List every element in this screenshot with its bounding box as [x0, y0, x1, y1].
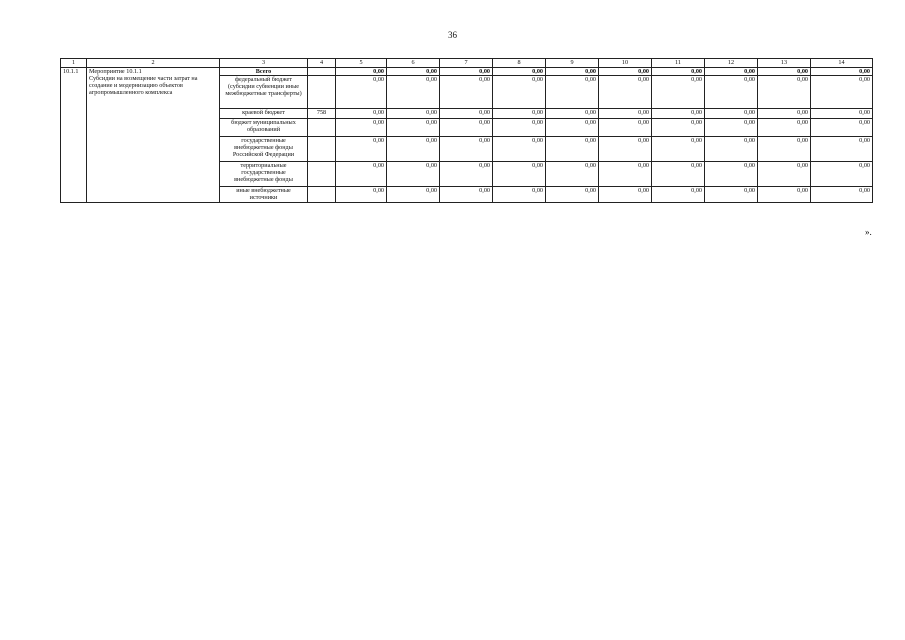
budget-table-body: [61, 59, 873, 203]
amount-cell: 0,00: [546, 68, 599, 76]
amount-cell: 0,00: [546, 119, 599, 137]
amount-cell: 0,00: [705, 76, 758, 109]
funding-source-cell: иные внебюджетные источники: [220, 187, 308, 203]
amount-cell: 0,00: [440, 137, 493, 162]
measure-title: Мероприятие 10.1.1: [89, 68, 142, 75]
column-number: 4: [308, 59, 336, 68]
amount-cell: 0,00: [652, 76, 705, 109]
amount-cell: 0,00: [493, 187, 546, 203]
funding-source-cell: государственные внебюджетные фонды Российской Федерации: [220, 137, 308, 162]
amount-cell: 0,00: [758, 109, 811, 119]
amount-cell: 0,00: [440, 119, 493, 137]
amount-cell: 0,00: [758, 137, 811, 162]
amount-cell: 0,00: [652, 119, 705, 137]
amount-cell: 0,00: [652, 187, 705, 203]
funding-source-cell: федеральный бюджет (субсидии субвенции иные межбюджетные трансферты): [220, 76, 308, 109]
column-number: 10: [599, 59, 652, 68]
amount-cell: 0,00: [811, 68, 873, 76]
amount-cell: 0,00: [811, 119, 873, 137]
funding-source-cell: бюджет муниципальных образований: [220, 119, 308, 137]
amount-cell: 0,00: [599, 109, 652, 119]
budget-table: [60, 58, 873, 203]
amount-cell: 0,00: [387, 162, 440, 187]
amount-cell: 0,00: [493, 76, 546, 109]
amount-cell: 0,00: [811, 162, 873, 187]
amount-cell: 0,00: [705, 162, 758, 187]
column-number: 6: [387, 59, 440, 68]
funding-source-cell: краевой бюджет: [220, 109, 308, 119]
amount-cell: 0,00: [811, 109, 873, 119]
amount-cell: 0,00: [440, 109, 493, 119]
measure-cell: [87, 68, 220, 203]
amount-cell: 0,00: [599, 119, 652, 137]
amount-cell: 0,00: [705, 119, 758, 137]
page-number: 36: [448, 30, 457, 40]
budget-code-cell: [308, 162, 336, 187]
funding-source-cell: территориальные государственные внебюджетные фонды: [220, 162, 308, 187]
amount-cell: 0,00: [758, 68, 811, 76]
amount-cell: 0,00: [811, 76, 873, 109]
amount-cell: 0,00: [440, 187, 493, 203]
amount-cell: 0,00: [546, 162, 599, 187]
column-number: 13: [758, 59, 811, 68]
measure-description: Субсидии на возмещение части затрат на создание и модернизацию объектов агропромышленного комплекса: [89, 75, 198, 96]
row-id-cell: 10.1.1: [61, 68, 87, 203]
amount-cell: 0,00: [546, 109, 599, 119]
amount-cell: 0,00: [493, 137, 546, 162]
budget-code-cell: [308, 187, 336, 203]
column-number: 2: [87, 59, 220, 68]
column-number: 9: [546, 59, 599, 68]
column-number: 14: [811, 59, 873, 68]
amount-cell: 0,00: [336, 119, 387, 137]
funding-source-row: [61, 68, 873, 76]
amount-cell: 0,00: [336, 162, 387, 187]
column-number: 11: [652, 59, 705, 68]
amount-cell: 0,00: [705, 187, 758, 203]
closing-quote-mark: ».: [865, 227, 872, 237]
amount-cell: 0,00: [440, 162, 493, 187]
amount-cell: 0,00: [387, 76, 440, 109]
amount-cell: 0,00: [652, 109, 705, 119]
amount-cell: 0,00: [705, 137, 758, 162]
amount-cell: 0,00: [599, 76, 652, 109]
amount-cell: 0,00: [599, 162, 652, 187]
amount-cell: 0,00: [758, 119, 811, 137]
funding-source-cell: Всего: [220, 68, 308, 76]
amount-cell: 0,00: [387, 137, 440, 162]
amount-cell: 0,00: [493, 109, 546, 119]
column-number: 5: [336, 59, 387, 68]
amount-cell: 0,00: [758, 76, 811, 109]
amount-cell: 0,00: [387, 119, 440, 137]
budget-code-cell: 758: [308, 109, 336, 119]
column-number: 12: [705, 59, 758, 68]
amount-cell: 0,00: [493, 162, 546, 187]
amount-cell: 0,00: [440, 68, 493, 76]
amount-cell: 0,00: [758, 187, 811, 203]
amount-cell: 0,00: [705, 68, 758, 76]
amount-cell: 0,00: [705, 109, 758, 119]
amount-cell: 0,00: [599, 137, 652, 162]
amount-cell: 0,00: [546, 76, 599, 109]
amount-cell: 0,00: [440, 76, 493, 109]
amount-cell: 0,00: [652, 162, 705, 187]
column-number: 7: [440, 59, 493, 68]
budget-code-cell: [308, 137, 336, 162]
column-number-row: [61, 59, 873, 68]
amount-cell: 0,00: [599, 187, 652, 203]
budget-code-cell: [308, 68, 336, 76]
amount-cell: 0,00: [336, 137, 387, 162]
budget-code-cell: [308, 76, 336, 109]
amount-cell: 0,00: [336, 76, 387, 109]
amount-cell: 0,00: [652, 68, 705, 76]
amount-cell: 0,00: [546, 137, 599, 162]
budget-code-cell: [308, 119, 336, 137]
amount-cell: 0,00: [336, 187, 387, 203]
amount-cell: 0,00: [546, 187, 599, 203]
amount-cell: 0,00: [387, 187, 440, 203]
amount-cell: 0,00: [758, 162, 811, 187]
amount-cell: 0,00: [336, 68, 387, 76]
amount-cell: 0,00: [493, 119, 546, 137]
column-number: 3: [220, 59, 308, 68]
amount-cell: 0,00: [387, 109, 440, 119]
column-number: 1: [61, 59, 87, 68]
amount-cell: 0,00: [387, 68, 440, 76]
amount-cell: 0,00: [652, 137, 705, 162]
column-number: 8: [493, 59, 546, 68]
amount-cell: 0,00: [599, 68, 652, 76]
amount-cell: 0,00: [811, 187, 873, 203]
amount-cell: 0,00: [493, 68, 546, 76]
amount-cell: 0,00: [336, 109, 387, 119]
amount-cell: 0,00: [811, 137, 873, 162]
